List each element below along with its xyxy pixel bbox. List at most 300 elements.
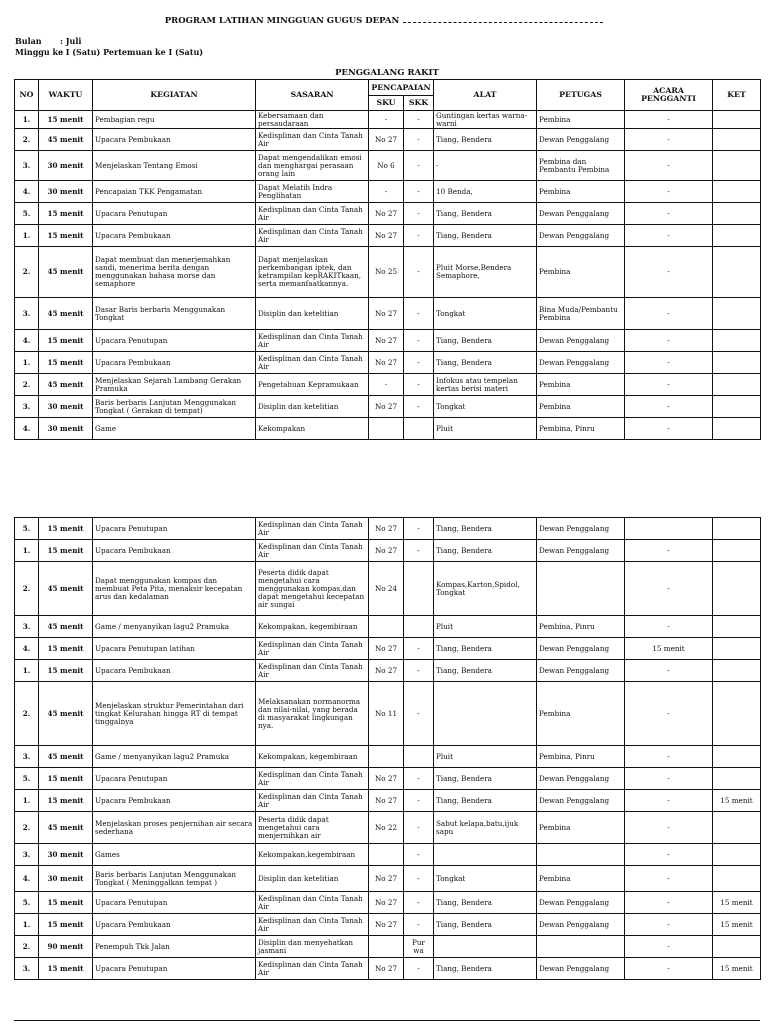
t2-cell-no: 5.: [15, 768, 39, 790]
table-row: [15, 682, 761, 746]
t2-cell-acara: -: [625, 616, 713, 638]
t1-cell-no: 3.: [15, 396, 39, 418]
table-row: [15, 203, 761, 225]
t2-cell-sasaran: Peserta didik dapat mengetahui cara menjernihkan air: [256, 812, 369, 844]
t1-cell-alat: Tiang, Bendera: [434, 203, 537, 225]
t2-cell-ket: 15 menit: [713, 790, 761, 812]
t1-cell-no: 2.: [15, 247, 39, 298]
t1-cell-kegiatan: Upacara Penutupan: [93, 203, 256, 225]
t2-cell-no: 5.: [15, 892, 39, 914]
t1-cell-alat: Tiang, Bendera: [434, 352, 537, 374]
t2-cell-kegiatan: Game / menyanyikan lagu2 Pramuka: [93, 746, 256, 768]
t1-cell-sasaran: Kedisplinan dan Cinta Tanah Air: [256, 203, 369, 225]
t1-cell-sasaran: Kedisplinan dan Cinta Tanah Air: [256, 330, 369, 352]
t2-cell-no: 4.: [15, 866, 39, 892]
t1-cell-kegiatan: Menjelaskan Sejarah Lambang Gerakan Pramuka: [93, 374, 256, 396]
t2-cell-skk: Pur wa: [404, 936, 434, 958]
table-row: [15, 540, 761, 562]
t1-cell-waktu: 30 menit: [39, 181, 93, 203]
t2-cell-alat: [434, 844, 537, 866]
t2-cell-ket: [713, 562, 761, 616]
t2-cell-sasaran: Kedisplinan dan Cinta Tanah Air: [256, 768, 369, 790]
t2-cell-petugas: Dewan Penggalang: [537, 660, 625, 682]
t2-cell-ket: [713, 660, 761, 682]
t1-cell-petugas: Dewan Penggalang: [537, 129, 625, 151]
t2-cell-sku: [369, 746, 404, 768]
t1-cell-sasaran: Kebersamaan dan persaudaraan: [256, 111, 369, 129]
t2-cell-petugas: Dewan Penggalang: [537, 518, 625, 540]
t2-cell-waktu: 45 menit: [39, 562, 93, 616]
t2-cell-ket: 15 menit: [713, 914, 761, 936]
t1-cell-alat: Tongkat: [434, 396, 537, 418]
t2-cell-kegiatan: Upacara Pembukaan: [93, 540, 256, 562]
table-row: [15, 374, 761, 396]
t1-cell-ket: [713, 203, 761, 225]
t1-cell-alat: Tongkat: [434, 298, 537, 330]
t2-cell-waktu: 45 menit: [39, 616, 93, 638]
t2-cell-sku: No 27: [369, 914, 404, 936]
t2-cell-alat: Pluit: [434, 616, 537, 638]
t1-cell-alat: Tiang, Bendera: [434, 225, 537, 247]
t1-cell-no: 2.: [15, 374, 39, 396]
t1-cell-ket: [713, 129, 761, 151]
t2-cell-sku: No 27: [369, 768, 404, 790]
t1-cell-alat: Pluit Morse,Bendera Semaphore,: [434, 247, 537, 298]
t1-cell-no: 3.: [15, 298, 39, 330]
t1-cell-acara: -: [625, 151, 713, 181]
t2-cell-sasaran: Kekompakan, kegembiraan: [256, 616, 369, 638]
t2-cell-no: 1.: [15, 790, 39, 812]
t2-cell-petugas: Dewan Penggalang: [537, 958, 625, 980]
t1-cell-sku: -: [369, 111, 404, 129]
t2-cell-skk: -: [404, 958, 434, 980]
table-row: [15, 638, 761, 660]
t2-cell-petugas: Dewan Penggalang: [537, 892, 625, 914]
t1-cell-sku: No 27: [369, 352, 404, 374]
t1-cell-ket: [713, 298, 761, 330]
t2-cell-waktu: 90 menit: [39, 936, 93, 958]
t2-cell-petugas: Dewan Penggalang: [537, 914, 625, 936]
t1-cell-ket: [713, 374, 761, 396]
t2-cell-sku: No 11: [369, 682, 404, 746]
t1-cell-sasaran: Pengetahuan Kepramukaan: [256, 374, 369, 396]
table-row: [15, 562, 761, 616]
t1-cell-skk: -: [404, 330, 434, 352]
t1-cell-sasaran: Disiplin dan ketelitian: [256, 298, 369, 330]
t2-cell-kegiatan: Menjelaskan struktur Pemerintahan dari tingkat Kelurahan hingga RT di tempat tinggalnya: [93, 682, 256, 746]
t1-cell-sku: No 27: [369, 330, 404, 352]
t2-cell-petugas: Dewan Penggalang: [537, 790, 625, 812]
t2-cell-ket: [713, 638, 761, 660]
header-alat: ALAT: [434, 80, 537, 111]
t2-cell-skk: -: [404, 812, 434, 844]
t1-cell-acara: -: [625, 298, 713, 330]
t2-cell-petugas: Pembina: [537, 682, 625, 746]
t2-cell-alat: Tiang, Bendera: [434, 540, 537, 562]
t2-cell-waktu: 15 menit: [39, 790, 93, 812]
t1-cell-petugas: Dewan Penggalang: [537, 330, 625, 352]
t1-cell-kegiatan: Upacara Pembukaan: [93, 352, 256, 374]
t2-cell-skk: -: [404, 914, 434, 936]
t2-cell-waktu: 15 menit: [39, 540, 93, 562]
t2-cell-petugas: [537, 844, 625, 866]
t2-cell-sasaran: Melaksanakan normanorma dan nilai-nilai, yang berada di masyarakat lingkungan nya.: [256, 682, 369, 746]
t1-cell-sku: [369, 418, 404, 440]
t1-cell-sasaran: Kedisplinan dan Cinta Tanah Air: [256, 352, 369, 374]
t1-cell-skk: -: [404, 298, 434, 330]
t1-cell-waktu: 30 menit: [39, 418, 93, 440]
header-petugas: PETUGAS: [537, 80, 625, 111]
t2-cell-skk: [404, 746, 434, 768]
t2-cell-sku: [369, 616, 404, 638]
t2-cell-skk: -: [404, 790, 434, 812]
t2-cell-sasaran: Disiplin dan ketelitian: [256, 866, 369, 892]
table-row: [15, 660, 761, 682]
t1-cell-waktu: 45 menit: [39, 298, 93, 330]
t1-cell-kegiatan: Pembagian regu: [93, 111, 256, 129]
t2-cell-alat: [434, 682, 537, 746]
t2-cell-sasaran: Kedisplinan dan Cinta Tanah Air: [256, 790, 369, 812]
t2-cell-acara: -: [625, 958, 713, 980]
t1-cell-petugas: Pembina: [537, 111, 625, 129]
t1-cell-acara: -: [625, 330, 713, 352]
t2-cell-petugas: Pembina: [537, 812, 625, 844]
t1-cell-acara: -: [625, 418, 713, 440]
t2-cell-waktu: 45 menit: [39, 812, 93, 844]
t1-cell-sasaran: Disiplin dan ketelitian: [256, 396, 369, 418]
table-row: [15, 790, 761, 812]
t1-cell-acara: -: [625, 111, 713, 129]
t1-cell-sasaran: Dapat Melatih Indra Penglihatan: [256, 181, 369, 203]
t2-cell-ket: [713, 518, 761, 540]
table-row: [15, 330, 761, 352]
t1-cell-sasaran: Dapat menjelaskan perkembangan iptek, dan ketrampilan kepRAKITkaan, serta memanfaatkannya.: [256, 247, 369, 298]
t2-cell-waktu: 15 menit: [39, 958, 93, 980]
t1-cell-waktu: 15 menit: [39, 225, 93, 247]
header-acara-pengganti: ACARA PENGGANTI: [625, 80, 713, 111]
t2-cell-kegiatan: Menjelaskan proses penjernihan air secara sederhana: [93, 812, 256, 844]
minggu-value: : I (Satu) Pertemuan ke I (Satu): [60, 47, 204, 57]
t1-cell-skk: -: [404, 352, 434, 374]
t2-cell-sasaran: Peserta didik dapat mengetahui cara menggunakan kompas,dan dapat mengetahui kecepatan air sungai: [256, 562, 369, 616]
t1-cell-kegiatan: Game: [93, 418, 256, 440]
t2-cell-acara: -: [625, 892, 713, 914]
t2-cell-acara: 15 menit: [625, 638, 713, 660]
table-row: [15, 914, 761, 936]
t1-cell-alat: Infokus atau tempelan kertas berisi materi: [434, 374, 537, 396]
t2-cell-sasaran: Kedisplinan dan Cinta Tanah Air: [256, 958, 369, 980]
t2-cell-sku: No 27: [369, 518, 404, 540]
bulan-value: : Juli: [60, 36, 82, 46]
t2-cell-waktu: 15 menit: [39, 638, 93, 660]
t1-cell-sku: No 25: [369, 247, 404, 298]
t1-cell-acara: -: [625, 129, 713, 151]
t2-cell-acara: -: [625, 746, 713, 768]
t2-cell-sku: No 27: [369, 660, 404, 682]
table-row: [15, 181, 761, 203]
t1-cell-petugas: Pembina dan Pembantu Pembina: [537, 151, 625, 181]
t2-cell-petugas: Pembina: [537, 866, 625, 892]
t2-cell-no: 1.: [15, 914, 39, 936]
t1-cell-acara: -: [625, 247, 713, 298]
t2-cell-acara: -: [625, 936, 713, 958]
t2-cell-waktu: 15 menit: [39, 518, 93, 540]
t1-cell-no: 1.: [15, 225, 39, 247]
t2-cell-waktu: 15 menit: [39, 768, 93, 790]
table-row: [15, 892, 761, 914]
t1-cell-skk: -: [404, 129, 434, 151]
t2-cell-no: 3.: [15, 958, 39, 980]
t1-cell-sku: No 27: [369, 129, 404, 151]
t1-cell-kegiatan: Upacara Pembukaan: [93, 129, 256, 151]
t1-cell-waktu: 30 menit: [39, 151, 93, 181]
table-row: [15, 151, 761, 181]
table-row: [15, 936, 761, 958]
table-row: [15, 396, 761, 418]
t1-cell-sasaran: Kekompakan: [256, 418, 369, 440]
table-row: [15, 844, 761, 866]
t1-cell-sku: No 27: [369, 225, 404, 247]
t1-cell-kegiatan: Dapat membuat dan menerjemahkan sandi, menerima berita dengan menggunakan bahasa morse dan semaphore: [93, 247, 256, 298]
t2-cell-waktu: 15 menit: [39, 660, 93, 682]
t2-cell-no: 2.: [15, 562, 39, 616]
t1-cell-ket: [713, 352, 761, 374]
t2-cell-ket: 15 menit: [713, 892, 761, 914]
t1-cell-ket: [713, 330, 761, 352]
t1-cell-acara: -: [625, 203, 713, 225]
t2-cell-waktu: 30 menit: [39, 866, 93, 892]
t2-cell-kegiatan: Penempuh Tkk Jalan: [93, 936, 256, 958]
t1-cell-skk: -: [404, 374, 434, 396]
t2-cell-waktu: 30 menit: [39, 844, 93, 866]
t1-cell-no: 1.: [15, 352, 39, 374]
t2-cell-no: 1.: [15, 540, 39, 562]
title-blank-line: [403, 21, 603, 23]
t2-cell-alat: Tiang, Bendera: [434, 660, 537, 682]
t2-cell-ket: [713, 746, 761, 768]
t1-cell-petugas: Dewan Penggalang: [537, 203, 625, 225]
table-row: [15, 418, 761, 440]
t2-cell-acara: -: [625, 866, 713, 892]
t1-cell-no: 4.: [15, 181, 39, 203]
table-row: [15, 247, 761, 298]
t1-cell-petugas: Pembina: [537, 374, 625, 396]
table-row: [15, 768, 761, 790]
t2-cell-sasaran: Kekompakan,kegembiraan: [256, 844, 369, 866]
t1-cell-petugas: Pembina, Pinru: [537, 418, 625, 440]
table-row: [15, 616, 761, 638]
t2-cell-sku: [369, 844, 404, 866]
table-row: [15, 129, 761, 151]
t2-cell-skk: [404, 562, 434, 616]
t2-cell-waktu: 15 menit: [39, 892, 93, 914]
header-pencapaian: PENCAPAIAN: [369, 80, 434, 96]
header-kegiatan: KEGIATAN: [93, 80, 256, 111]
t2-cell-kegiatan: Upacara Penutupan latihan: [93, 638, 256, 660]
t2-cell-sku: No 27: [369, 790, 404, 812]
t2-cell-ket: [713, 616, 761, 638]
t2-cell-ket: [713, 768, 761, 790]
t2-cell-alat: Pluit: [434, 746, 537, 768]
t1-cell-waktu: 45 menit: [39, 129, 93, 151]
t2-cell-acara: -: [625, 812, 713, 844]
t1-cell-ket: [713, 418, 761, 440]
header-sasaran: SASARAN: [256, 80, 369, 111]
header-ket: KET: [713, 80, 761, 111]
t2-cell-no: 5.: [15, 518, 39, 540]
t1-cell-waktu: 15 menit: [39, 111, 93, 129]
section-title: PENGGALANG RAKIT: [335, 68, 439, 78]
t1-cell-kegiatan: Upacara Penutupan: [93, 330, 256, 352]
t2-cell-sku: [369, 936, 404, 958]
t2-cell-sasaran: Kekompakan, kegembiraan: [256, 746, 369, 768]
schedule-table-2: [14, 517, 761, 980]
t1-cell-alat: Tiang, Bendera: [434, 330, 537, 352]
t1-cell-kegiatan: Baris berbaris Lanjutan Menggunakan Tongkat ( Gerakan di tempat): [93, 396, 256, 418]
t2-cell-acara: -: [625, 914, 713, 936]
t2-cell-no: 2.: [15, 812, 39, 844]
t1-cell-waktu: 15 menit: [39, 203, 93, 225]
t1-cell-petugas: Pembina: [537, 247, 625, 298]
t2-cell-alat: Tiang, Bendera: [434, 768, 537, 790]
t1-cell-petugas: Pembina: [537, 396, 625, 418]
t2-cell-sasaran: Kedisplinan dan Cinta Tanah Air: [256, 892, 369, 914]
t2-cell-petugas: Pembina, Pinru: [537, 746, 625, 768]
t2-cell-acara: -: [625, 660, 713, 682]
table-row: [15, 746, 761, 768]
t1-cell-petugas: Dewan Penggalang: [537, 225, 625, 247]
t2-cell-petugas: Dewan Penggalang: [537, 768, 625, 790]
table-row: [15, 225, 761, 247]
meta-bulan: [15, 36, 81, 46]
t1-cell-alat: Guntingan kertas warna-warni: [434, 111, 537, 129]
t2-cell-waktu: 45 menit: [39, 682, 93, 746]
t2-cell-ket: [713, 812, 761, 844]
t2-cell-ket: [713, 844, 761, 866]
t1-cell-waktu: 45 menit: [39, 247, 93, 298]
t1-cell-ket: [713, 225, 761, 247]
t1-cell-acara: -: [625, 396, 713, 418]
minggu-label: Minggu ke: [15, 47, 64, 57]
t1-cell-waktu: 15 menit: [39, 330, 93, 352]
t1-cell-acara: -: [625, 374, 713, 396]
t1-cell-ket: [713, 181, 761, 203]
table-row: [15, 111, 761, 129]
t2-cell-petugas: [537, 936, 625, 958]
t2-cell-alat: Tiang, Bendera: [434, 638, 537, 660]
t2-cell-ket: [713, 682, 761, 746]
t2-cell-petugas: Dewan Penggalang: [537, 638, 625, 660]
t2-cell-sku: No 22: [369, 812, 404, 844]
t2-cell-sku: No 27: [369, 892, 404, 914]
t1-cell-sasaran: Dapat mengendalikan emosi dan menghargai perasaan orang lain: [256, 151, 369, 181]
t2-cell-sasaran: Disiplin dan menyehatkan jasmani: [256, 936, 369, 958]
header-no: NO: [15, 80, 39, 111]
t2-cell-kegiatan: Games: [93, 844, 256, 866]
t1-cell-waktu: 15 menit: [39, 352, 93, 374]
table-row: [15, 518, 761, 540]
t1-cell-skk: -: [404, 181, 434, 203]
t2-cell-sku: No 27: [369, 638, 404, 660]
t1-cell-skk: -: [404, 151, 434, 181]
t2-cell-no: 3.: [15, 746, 39, 768]
t2-cell-skk: [404, 616, 434, 638]
t1-cell-skk: -: [404, 396, 434, 418]
t2-cell-no: 3.: [15, 844, 39, 866]
t2-cell-alat: Tongkat: [434, 866, 537, 892]
t2-cell-alat: Kompas,Karton,Spidol, Tongkat: [434, 562, 537, 616]
title-text: PROGRAM LATIHAN MINGGUAN GUGUS DEPAN: [164, 16, 400, 26]
t2-cell-skk: -: [404, 540, 434, 562]
t1-cell-no: 5.: [15, 203, 39, 225]
t1-cell-sasaran: Kedisplinan dan Cinta Tanah Air: [256, 225, 369, 247]
t1-cell-ket: [713, 151, 761, 181]
t1-cell-alat: 10 Benda,: [434, 181, 537, 203]
header-sku: SKU: [369, 96, 404, 111]
table-row: [15, 812, 761, 844]
next-page-table-edge: [14, 1020, 760, 1021]
t1-cell-ket: [713, 111, 761, 129]
t1-cell-no: 1.: [15, 111, 39, 129]
t2-cell-sasaran: Kedisplinan dan Cinta Tanah Air: [256, 914, 369, 936]
t2-cell-sku: No 24: [369, 562, 404, 616]
t1-cell-petugas: Bina Muda/Pembantu Pembina: [537, 298, 625, 330]
table-row: [15, 298, 761, 330]
t2-cell-acara: -: [625, 768, 713, 790]
t2-cell-alat: [434, 936, 537, 958]
table-row: [15, 958, 761, 980]
t1-cell-waktu: 30 menit: [39, 396, 93, 418]
t2-cell-kegiatan: Dapat menggunakan kompas dan membuat Peta Pita, menaksir kecepatan arus dan kedalaman: [93, 562, 256, 616]
t1-cell-kegiatan: Dasar Baris berbaris Menggunakan Tongkat: [93, 298, 256, 330]
t2-cell-skk: -: [404, 866, 434, 892]
bulan-label: Bulan: [15, 36, 42, 46]
t1-cell-kegiatan: Upacara Pembukaan: [93, 225, 256, 247]
t2-cell-sasaran: Kedisplinan dan Cinta Tanah Air: [256, 660, 369, 682]
t2-cell-acara: -: [625, 790, 713, 812]
table-row: [15, 866, 761, 892]
t2-cell-petugas: Dewan Penggalang: [537, 540, 625, 562]
t1-cell-kegiatan: Pencapaian TKK Pengamatan: [93, 181, 256, 203]
t1-cell-skk: [404, 418, 434, 440]
t1-cell-alat: Tiang, Bendera: [434, 129, 537, 151]
t2-cell-sasaran: Kedisplinan dan Cinta Tanah Air: [256, 540, 369, 562]
header-waktu: WAKTU: [39, 80, 93, 111]
t2-cell-ket: 15 menit: [713, 958, 761, 980]
page-title: [0, 16, 768, 26]
t1-cell-ket: [713, 247, 761, 298]
t1-cell-alat: Pluit: [434, 418, 537, 440]
t1-cell-no: 3.: [15, 151, 39, 181]
t1-cell-sku: No 27: [369, 298, 404, 330]
t2-cell-sku: No 27: [369, 866, 404, 892]
t2-cell-skk: -: [404, 518, 434, 540]
table-row: [15, 352, 761, 374]
t2-cell-sasaran: Kedisplinan dan Cinta Tanah Air: [256, 518, 369, 540]
t2-cell-kegiatan: Game / menyanyikan lagu2 Pramuka: [93, 616, 256, 638]
t2-cell-waktu: 15 menit: [39, 914, 93, 936]
t2-cell-alat: Tiang, Bendera: [434, 518, 537, 540]
t2-cell-no: 2.: [15, 936, 39, 958]
t2-cell-ket: [713, 540, 761, 562]
t2-cell-kegiatan: Upacara Pembukaan: [93, 660, 256, 682]
t1-cell-no: 2.: [15, 129, 39, 151]
t2-cell-kegiatan: Upacara Pembukaan: [93, 914, 256, 936]
t1-cell-petugas: Pembina: [537, 181, 625, 203]
t1-cell-skk: -: [404, 225, 434, 247]
t1-cell-petugas: Dewan Penggalang: [537, 352, 625, 374]
t2-cell-sku: No 27: [369, 540, 404, 562]
